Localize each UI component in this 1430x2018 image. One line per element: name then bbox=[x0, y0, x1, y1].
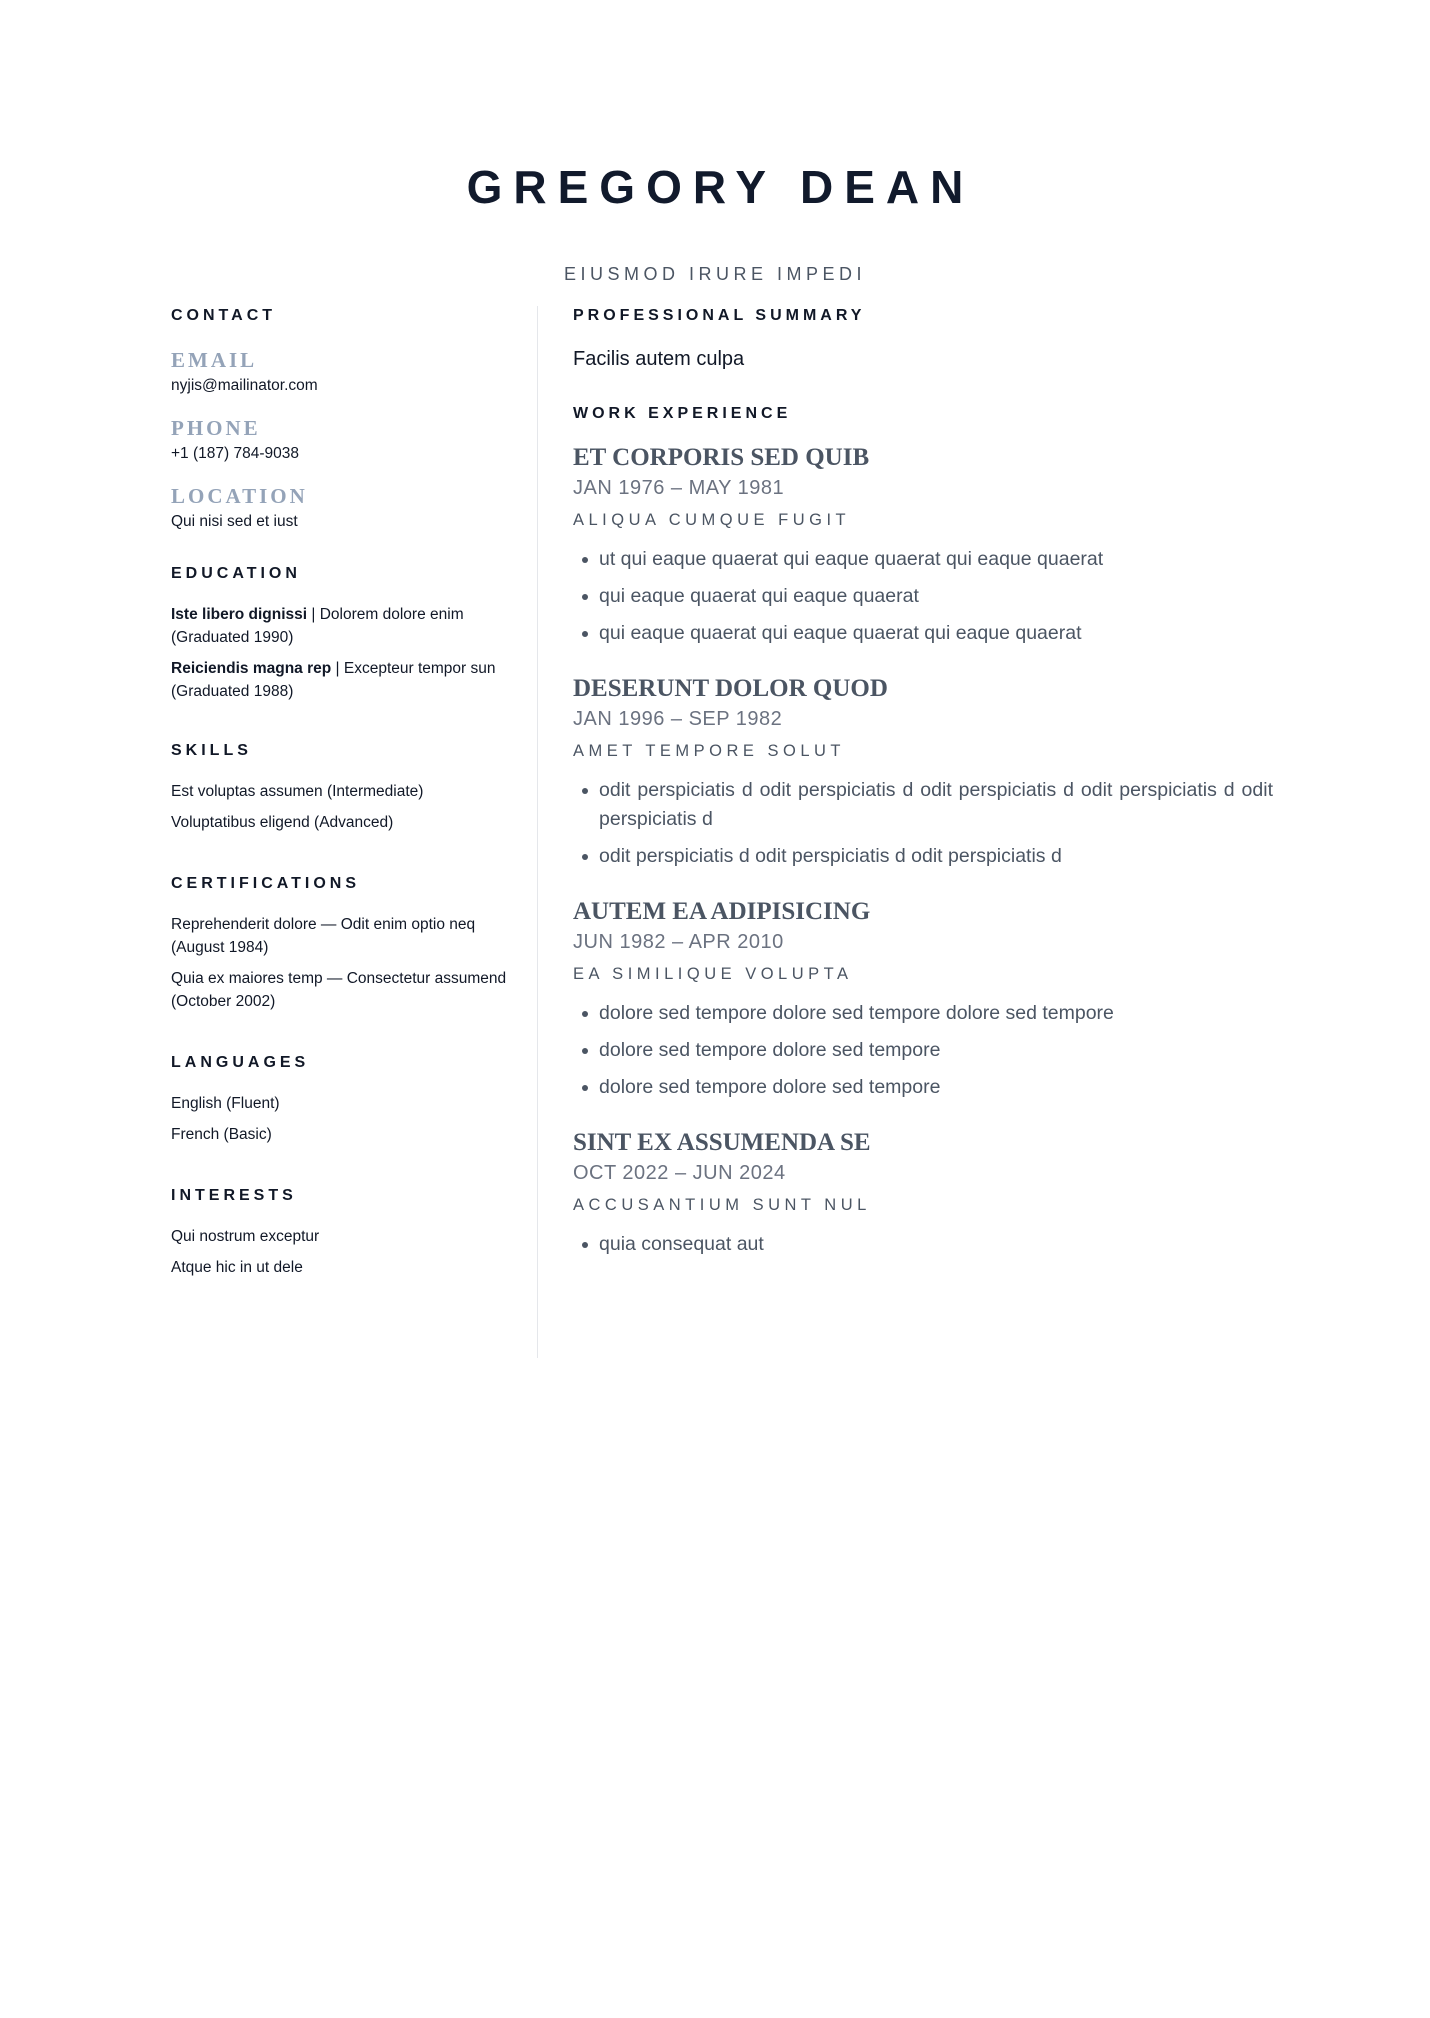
experience-title: WORK EXPERIENCE bbox=[573, 405, 792, 422]
job-bullets bbox=[573, 1230, 1273, 1259]
education-title: EDUCATION bbox=[171, 565, 301, 582]
contact-section bbox=[171, 306, 516, 532]
education-item bbox=[171, 603, 516, 649]
education-item bbox=[171, 657, 516, 703]
interest-item: Atque hic in ut dele bbox=[171, 1259, 303, 1276]
education-section bbox=[171, 564, 516, 703]
job-title: DESERUNT DOLOR QUOD bbox=[573, 675, 888, 702]
skills-section bbox=[171, 741, 516, 834]
job-dates: OCT 2022 – JUN 2024 bbox=[573, 1162, 786, 1184]
job-bullets bbox=[573, 776, 1273, 871]
certification-item: Reprehenderit dolore — Odit enim optio neq (August 1984) bbox=[171, 916, 476, 956]
certifications-section bbox=[171, 874, 516, 1013]
job-bullet: qui eaque quaerat qui eaque quaerat qui eaque quaerat bbox=[573, 619, 1273, 648]
job-dates: JAN 1996 – SEP 1982 bbox=[573, 708, 783, 730]
sidebar bbox=[171, 306, 516, 1279]
job-dates: JUN 1982 – APR 2010 bbox=[573, 931, 784, 953]
education-details: | Dolorem dolore enim (Graduated 1990) bbox=[171, 606, 464, 646]
job-company: EA SIMILIQUE VOLUPTA bbox=[573, 965, 853, 983]
contact-title: CONTACT bbox=[171, 307, 277, 324]
column-divider bbox=[537, 306, 538, 1358]
email-value: nyjis@mailinator.com bbox=[171, 377, 318, 394]
job-bullet: dolore sed tempore dolore sed tempore bbox=[573, 1073, 1273, 1102]
phone-value: +1 (187) 784-9038 bbox=[171, 445, 299, 462]
job-bullets bbox=[573, 545, 1273, 648]
education-school: Reiciendis magna rep bbox=[171, 660, 332, 677]
job-dates: JAN 1976 – MAY 1981 bbox=[573, 477, 785, 499]
certification-item: Quia ex maiores temp — Consectetur assumend (October 2002) bbox=[171, 970, 507, 1010]
languages-section bbox=[171, 1053, 516, 1146]
job-bullet: odit perspiciatis d odit perspiciatis d odit perspiciatis d bbox=[573, 842, 1273, 871]
job-bullet: dolore sed tempore dolore sed tempore dolore sed tempore bbox=[573, 999, 1273, 1028]
job-entry bbox=[573, 674, 1273, 871]
experience-section bbox=[573, 404, 1273, 1259]
location-label: LOCATION bbox=[171, 484, 308, 508]
job-title: AUTEM EA ADIPISICING bbox=[573, 898, 871, 925]
interest-item: Qui nostrum exceptur bbox=[171, 1228, 320, 1245]
job-bullet: qui eaque quaerat qui eaque quaerat bbox=[573, 582, 1273, 611]
certifications-title: CERTIFICATIONS bbox=[171, 875, 361, 892]
skill-item: Est voluptas assumen (Intermediate) bbox=[171, 783, 424, 800]
resume-name: GREGORY DEAN bbox=[466, 161, 975, 213]
job-company: ACCUSANTIUM SUNT NUL bbox=[573, 1196, 871, 1214]
job-entry bbox=[573, 1128, 1273, 1259]
education-details: | Excepteur tempor sun (Graduated 1988) bbox=[171, 660, 496, 700]
job-title: SINT EX ASSUMENDA SE bbox=[573, 1129, 871, 1156]
language-item: English (Fluent) bbox=[171, 1095, 280, 1112]
phone-label: PHONE bbox=[171, 416, 261, 440]
job-entry bbox=[573, 897, 1273, 1102]
skills-title: SKILLS bbox=[171, 742, 252, 759]
languages-title: LANGUAGES bbox=[171, 1054, 310, 1071]
main-column bbox=[573, 306, 1273, 1267]
summary-text: Facilis autem culpa bbox=[573, 348, 745, 370]
job-bullet: odit perspiciatis d odit perspiciatis d odit perspiciatis d odit perspiciatis d odit perspiciatis d bbox=[573, 776, 1273, 834]
job-company: ALIQUA CUMQUE FUGIT bbox=[573, 511, 851, 529]
summary-title: PROFESSIONAL SUMMARY bbox=[573, 307, 866, 324]
language-item: French (Basic) bbox=[171, 1126, 272, 1143]
job-bullet: quia consequat aut bbox=[573, 1230, 1273, 1259]
job-bullet: dolore sed tempore dolore sed tempore bbox=[573, 1036, 1273, 1065]
summary-section bbox=[573, 306, 1273, 372]
skill-item: Voluptatibus eligend (Advanced) bbox=[171, 814, 394, 831]
job-bullets bbox=[573, 999, 1273, 1102]
interests-section bbox=[171, 1186, 516, 1279]
interests-title: INTERESTS bbox=[171, 1187, 297, 1204]
job-entry bbox=[573, 443, 1273, 648]
education-school: Iste libero dignissi bbox=[171, 606, 308, 623]
job-title: ET CORPORIS SED QUIB bbox=[573, 444, 870, 471]
job-bullet: ut qui eaque quaerat qui eaque quaerat qui eaque quaerat bbox=[573, 545, 1273, 574]
resume-tagline: EIUSMOD IRURE IMPEDI bbox=[563, 264, 867, 284]
location-value: Qui nisi sed et iust bbox=[171, 513, 298, 530]
email-label: EMAIL bbox=[171, 348, 258, 372]
job-company: AMET TEMPORE SOLUT bbox=[573, 742, 846, 760]
